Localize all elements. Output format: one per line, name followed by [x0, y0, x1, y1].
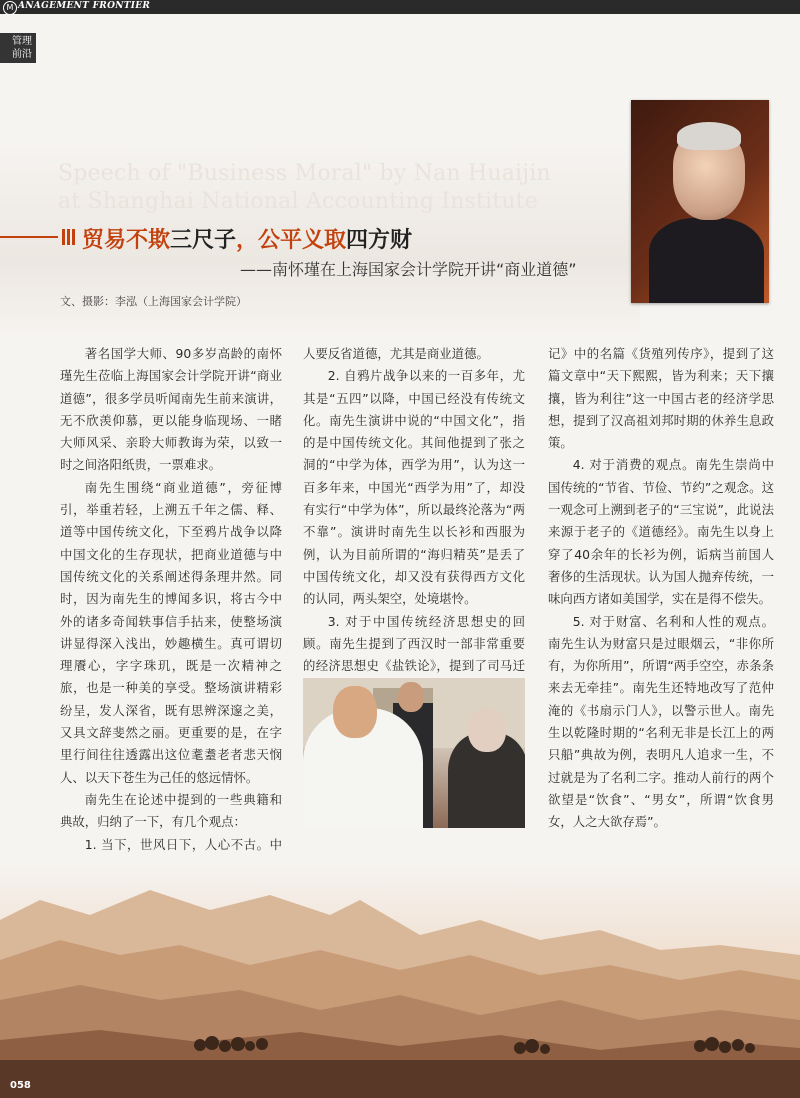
paragraph: 1. 当下，世风日下，人心不古。中	[84, 836, 282, 852]
paragraph: 记》中的名篇《货殖列传序》，提到了这篇文章中“天下熙熙，皆为利来；天下攘攘，皆为利往”这一中国古老的经济学思想，提到了汉高祖刘邦时期的休养生息政策。	[548, 346, 774, 451]
paragraph: 3. 对于中国传统经济思想史的回顾。南先生提到了西汉时一部非常重要的经济思想史《盐铁论》，提到了司马迁	[303, 613, 525, 674]
title-part-3: ，公平义取	[236, 228, 347, 253]
paragraph: 人要反省道德，尤其是商业道德。	[303, 346, 489, 361]
title-bars-decoration	[62, 229, 77, 249]
title-part-4: 四方财	[346, 228, 413, 253]
article-subtitle: ——南怀瑾在上海国家会计学院开讲“商业道德”	[240, 260, 577, 279]
page-number: 058	[10, 1080, 31, 1091]
english-title-line1: Speech of "Business Moral" by Nan Huaijin	[58, 161, 551, 186]
handshake-photo	[303, 678, 525, 828]
magazine-logo: M	[3, 1, 17, 15]
paragraph: 2. 自鸦片战争以来的一百多年，尤其是“五四”以降，中国已经没有传统文化。南先生演讲中说的“中国文化”，指的是中国传统文化。其间他提到了张之洞的“中学为体，西学为用”，认为这一百多年来，中国光“西学为用”了，却没有实行“中学为体”，所以最终沦落为“两不靠”。演讲时南先生以长衫和西服为例，认为目前所谓的“海归精英”是丢了中国传统文化，却又没有获得西方文化的认同，两头架空，处境堪怜。	[303, 368, 525, 607]
paragraph: 著名国学大师、90多岁高龄的南怀瑾先生莅临上海国家会计学院开讲“商业道德”，很多学员听闻南先生前来演讲，无不欣羡仰慕，更以能身临现场、一睹大师风采、亲聆大师教诲为荣，以致一时之间洛阳纸贵，一票难求。	[60, 346, 282, 473]
text-column-2	[303, 343, 525, 700]
title-rule	[0, 236, 58, 238]
article-title	[82, 223, 412, 254]
mountain-landscape-illustration	[0, 860, 800, 1098]
paragraph: 南先生围绕“商业道德”，旁征博引，举重若轻，上溯五千年之儒、释、道等中国传统文化，下至鸦片战争以降中国文化的生存现状，把商业道德与中国传统文化的关系阐述得条理井然。同时，因为南先生的博闻多识，将古今中外的诸多奇闻轶事信手拈来，使整场演讲显得深入浅出，妙趣横生。真可谓切理餍心，字字珠玑，既是一次精神之旅，也是一种美的享受。整场演讲精彩纷呈，发人深省，既有思辨深邃之美，又具文辞斐然之丽。更重要的是，在字里行间往往透露出这位耄耋老者悲天悯人、以天下苍生为己任的悠远情怀。	[60, 479, 282, 785]
byline: 文、摄影：李泓（上海国家会计学院）	[60, 295, 247, 308]
magazine-name: ANAGEMENT FRONTIER	[18, 1, 151, 11]
paragraph: 4. 对于消费的观点。南先生崇尚中国传统的“节省、节俭、节约”之观念。这一观念可上溯到老子的“三宝说”，此说法来源于老子的《道德经》。南先生以身上穿了40余年的长衫为例，诟病当前国人奢侈的生活现状。认为国人抛弃传统，一味向西方诸如美国学，实在是得不偿失。	[548, 457, 774, 607]
title-part-2: 三尺子	[170, 228, 237, 253]
paragraph: 5. 对于财富、名利和人性的观点。南先生认为财富只是过眼烟云，“非你所有，为你所用”，所谓“两手空空，赤条条来去无牵挂”。南先生还特地改写了范仲淹的《书扇示门人》，以警示世人。南先生以乾隆时期的“名利无非是长江上的两只船”典故为例，表明凡人追求一生，不过就是为了名利二字。推动人前行的两个欲望是“饮食”、“男女”，所谓“饮食男女，人之大欲存焉”。	[548, 613, 774, 830]
text-column-3	[548, 343, 774, 834]
english-title-line2: at Shanghai National Accounting Institute	[58, 189, 539, 214]
portrait-photo	[631, 100, 769, 303]
title-part-1: 贸易不欺	[82, 228, 171, 253]
text-column-1	[60, 343, 282, 878]
section-tab	[0, 33, 36, 63]
paragraph: 南先生在论述中提到的一些典籍和典故，归纳了一下，有几个观点：	[60, 791, 282, 830]
section-tab-line1: 管理	[12, 36, 32, 47]
header-bar	[0, 0, 800, 14]
section-tab-line2: 前沿	[12, 49, 32, 60]
english-title	[58, 160, 658, 216]
